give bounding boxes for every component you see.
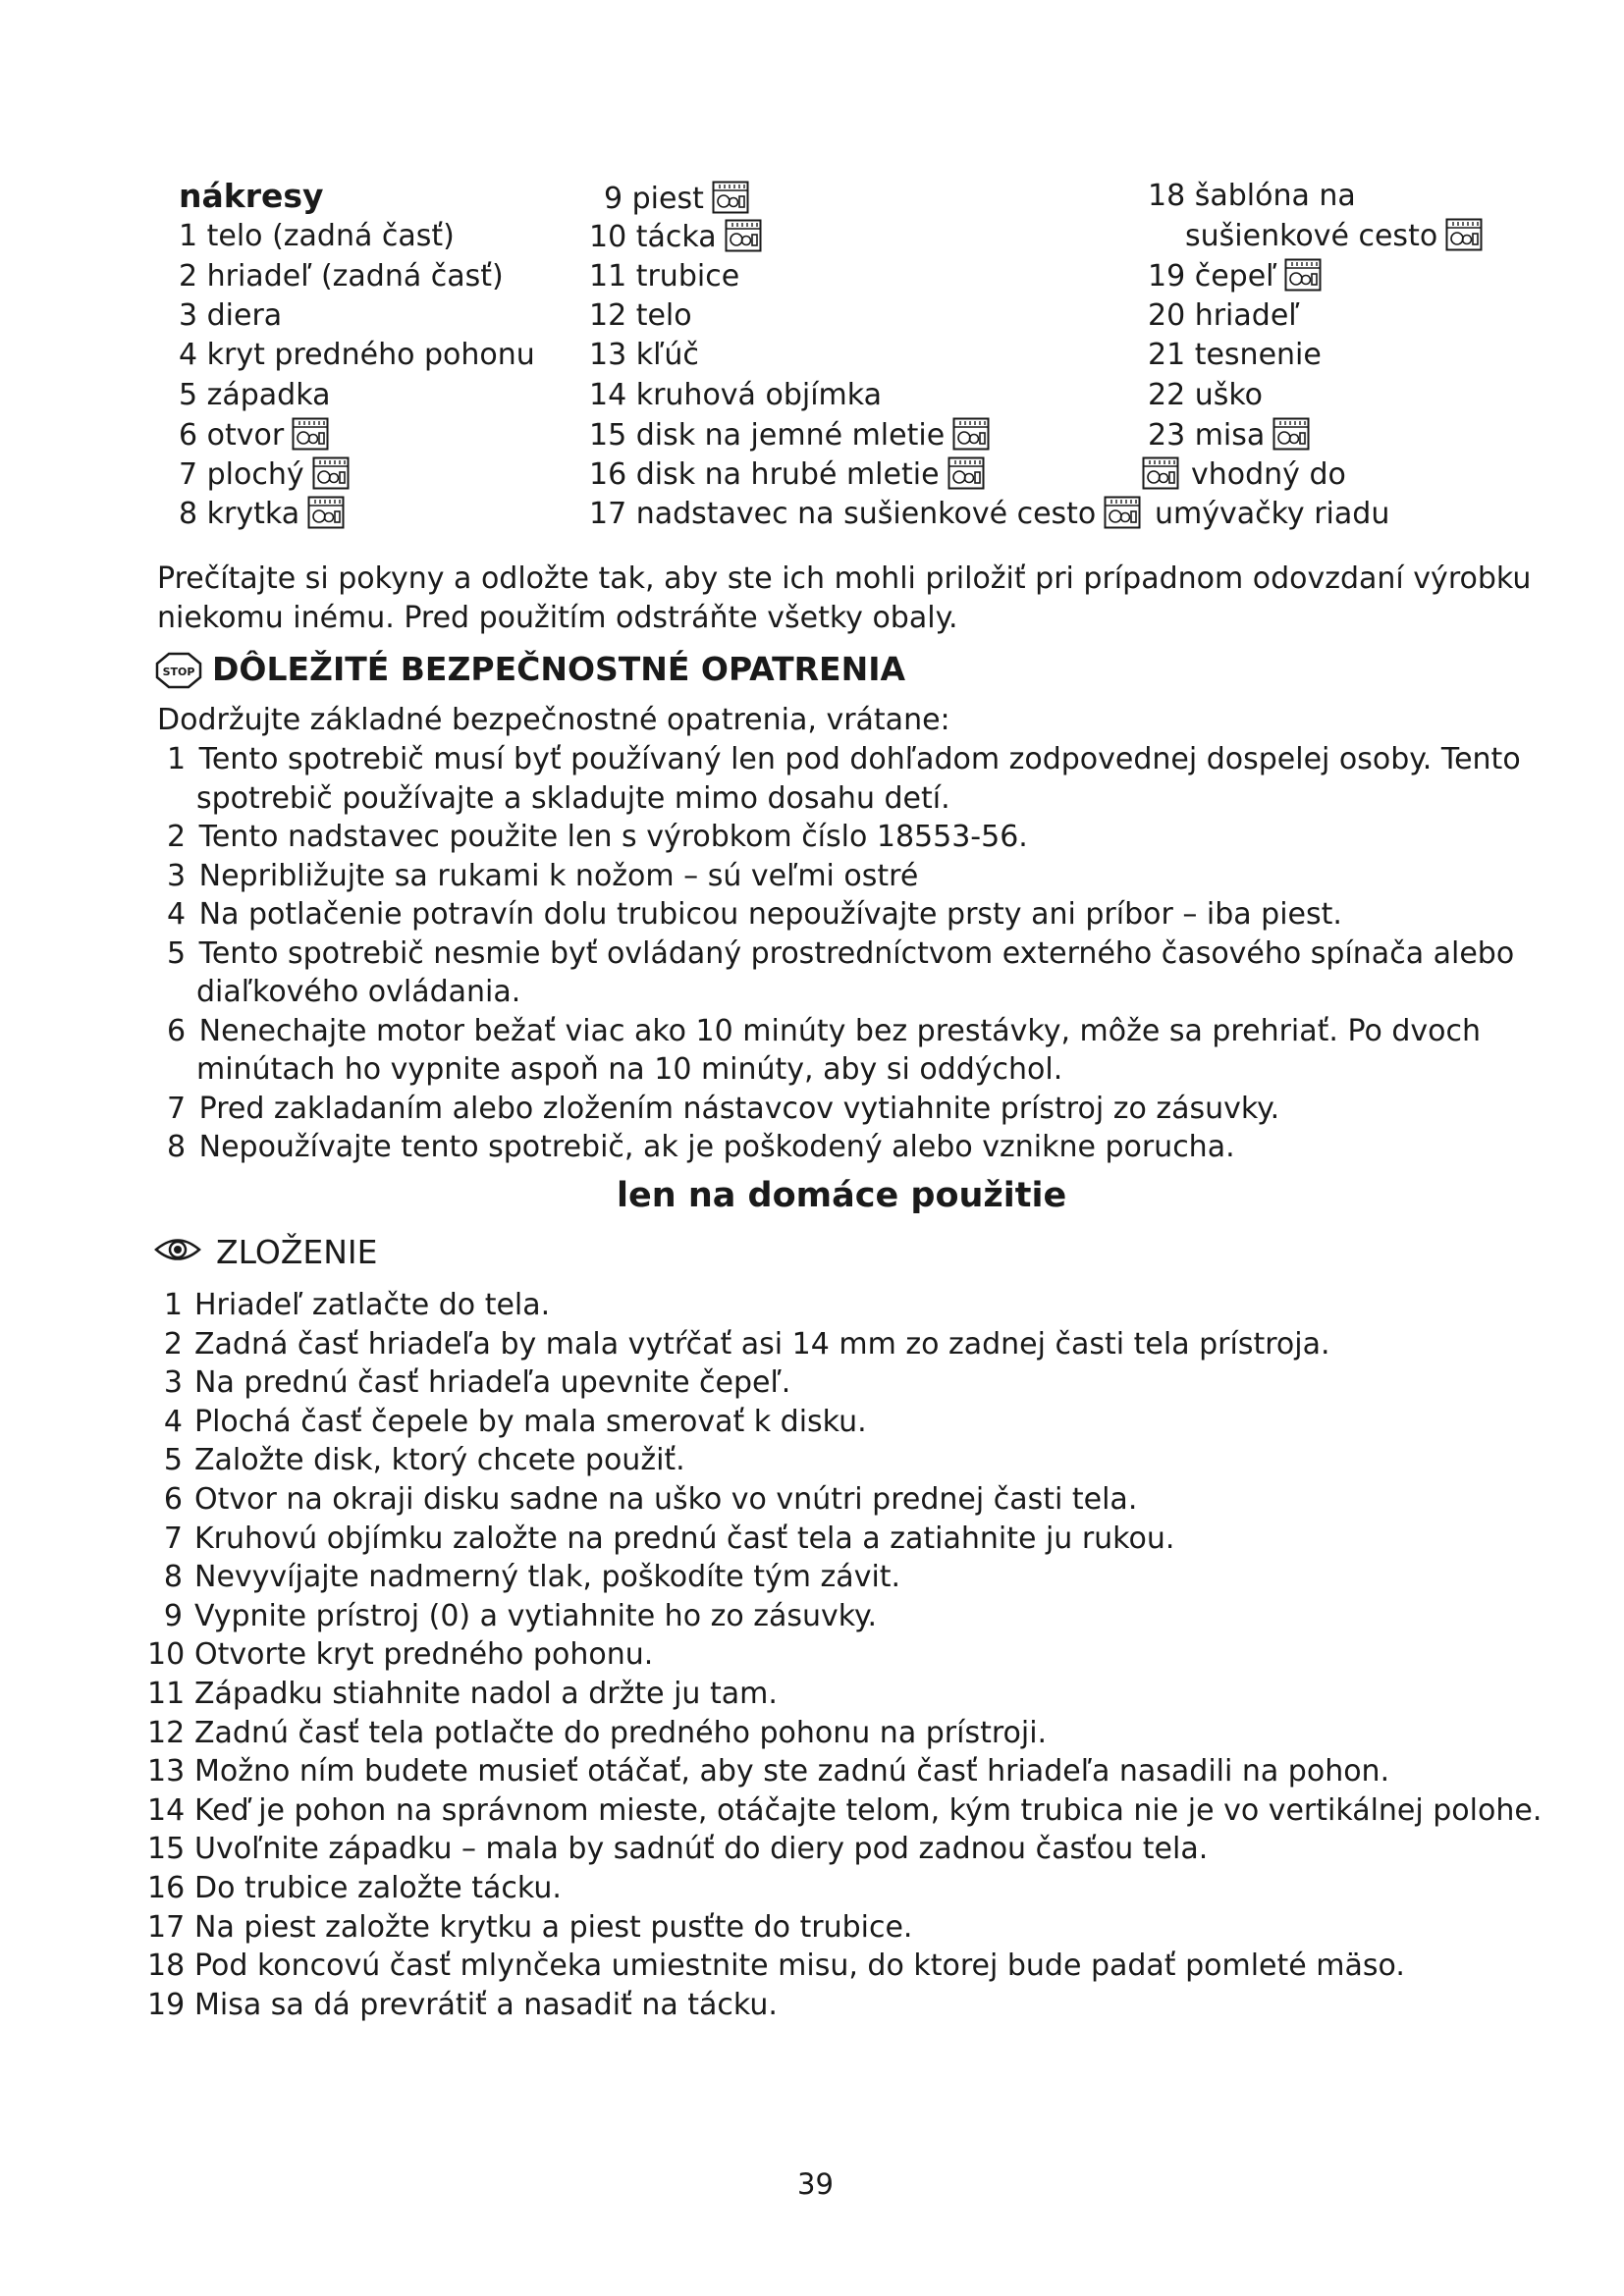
dishwasher-icon bbox=[952, 417, 990, 451]
assembly-item bbox=[147, 1675, 778, 1714]
safety-item-number: 1 bbox=[167, 742, 195, 776]
parts-col2-item-label: 16 disk na hrubé mletie bbox=[589, 457, 940, 492]
parts-col1-item-label: 3 diera bbox=[179, 298, 283, 333]
assembly-item bbox=[147, 1986, 778, 2025]
assembly-item-text: Otvorte kryt predného pohonu. bbox=[194, 1637, 654, 1673]
safety-heading: DÔLEŽITÉ BEZPEČNOSTNÉ OPATRENIA bbox=[212, 650, 906, 688]
safety-item-text: Nenechajte motor bežať viac ako 10 minúty bez prestávky, môže sa prehriať. Po dvoch bbox=[198, 1013, 1482, 1048]
assembly-item-number: 2 bbox=[163, 1326, 183, 1362]
parts-title: nákresy bbox=[179, 177, 324, 215]
dishwasher-icon bbox=[292, 417, 329, 451]
parts-col3-item-label: 20 hriadeľ bbox=[1148, 298, 1300, 333]
assembly-item bbox=[147, 1869, 562, 1908]
safety-item-text: spotrebič používajte a skladujte mimo dosahu detí. bbox=[196, 780, 950, 816]
assembly-item-number: 9 bbox=[163, 1598, 183, 1633]
assembly-item-number: 11 bbox=[147, 1677, 186, 1711]
dishwasher-icon bbox=[1104, 496, 1141, 529]
assembly-item-text: Nevyvíjajte nadmerný tlak, poškodíte tým závit. bbox=[194, 1560, 901, 1595]
parts-col2-item bbox=[589, 376, 882, 415]
safety-item bbox=[167, 857, 918, 896]
assembly-item-number: 6 bbox=[163, 1482, 183, 1517]
safety-item bbox=[167, 934, 1514, 974]
assembly-item bbox=[147, 1635, 653, 1675]
assembly-item-number: 13 bbox=[147, 1754, 186, 1789]
dishwasher-icon bbox=[725, 219, 762, 252]
safety-item-continuation bbox=[196, 1050, 1062, 1090]
parts-col3-item-label: 18 šablóna na bbox=[1148, 179, 1356, 213]
safety-item bbox=[167, 1012, 1481, 1051]
safety-item-number: 5 bbox=[167, 935, 195, 971]
parts-col1-item-label: 4 kryt predného pohonu bbox=[179, 338, 535, 372]
safety-item-text: Nepoužívajte tento spotrebič, ak je poškodený alebo vznikne porucha. bbox=[198, 1130, 1235, 1164]
safety-item-text: Na potlačenie potravín dolu trubicou nepoužívajte prsty ani príbor – iba piest. bbox=[198, 897, 1342, 932]
safety-item-text: Pred zakladaním alebo zložením nástavcov vytiahnite prístroj zo zásuvky. bbox=[198, 1091, 1280, 1126]
assembly-item-number: 15 bbox=[147, 1832, 186, 1867]
assembly-item-number: 19 bbox=[147, 1987, 186, 2022]
safety-item-number: 3 bbox=[167, 858, 195, 893]
parts-col1-item bbox=[179, 495, 345, 534]
safety-lead: Dodržujte základné bezpečnostné opatrenia, vrátane: bbox=[157, 703, 950, 737]
assembly-item-number: 16 bbox=[147, 1871, 186, 1905]
parts-col3-item-label: vhodný do bbox=[1191, 457, 1346, 492]
parts-col2-item-label: 15 disk na jemné mletie bbox=[589, 418, 946, 453]
parts-col3-item-label: umývačky riadu bbox=[1155, 497, 1390, 531]
assembly-item bbox=[147, 1714, 1047, 1753]
assembly-item-text: Plochá časť čepele by mala smerovať k disku. bbox=[194, 1404, 867, 1439]
assembly-item-number: 8 bbox=[163, 1560, 183, 1595]
parts-col2-item-label: 10 tácka bbox=[589, 220, 717, 254]
eye-icon bbox=[153, 1235, 202, 1268]
assembly-item bbox=[147, 1908, 912, 1948]
safety-item-text: minútach ho vypnite aspoň na 10 minúty, aby si oddýchol. bbox=[196, 1052, 1063, 1087]
safety-item-text: diaľkového ovládania. bbox=[196, 975, 521, 1009]
safety-item bbox=[167, 818, 1028, 857]
assembly-item bbox=[147, 1597, 877, 1636]
parts-col3-item-label: sušienkové cesto bbox=[1185, 219, 1438, 253]
parts-col3-item-label: 21 tesnenie bbox=[1148, 338, 1322, 372]
assembly-item-text: Hriadeľ zatlačte do tela. bbox=[194, 1288, 551, 1322]
safety-item-number: 8 bbox=[167, 1130, 195, 1164]
parts-col2-item bbox=[589, 257, 739, 296]
assembly-item-number: 18 bbox=[147, 1949, 186, 1984]
assembly-item-number: 10 bbox=[147, 1637, 186, 1673]
assembly-item bbox=[147, 1480, 1137, 1520]
assembly-item-text: Na prednú časť hriadeľa upevnite čepeľ. bbox=[194, 1365, 791, 1401]
assembly-item bbox=[147, 1325, 1330, 1364]
parts-col3-item bbox=[1148, 336, 1322, 375]
dishwasher-icon bbox=[947, 456, 985, 490]
assembly-item-text: Do trubice založte tácku. bbox=[194, 1871, 562, 1905]
assembly-item-text: Otvor na okraji disku sadne na uško vo vnútri prednej časti tela. bbox=[194, 1482, 1138, 1517]
home-use-note: len na domáce použitie bbox=[617, 1176, 1067, 1215]
safety-item bbox=[167, 1128, 1235, 1167]
parts-col1-item bbox=[179, 455, 350, 495]
stop-icon-label: STOP bbox=[162, 666, 195, 678]
parts-col2-item bbox=[589, 416, 990, 455]
parts-col1-item-label: 7 plochý bbox=[179, 457, 304, 492]
parts-col1-item bbox=[179, 376, 330, 415]
assembly-item bbox=[147, 1558, 900, 1597]
assembly-item-number: 12 bbox=[147, 1715, 186, 1750]
parts-col2-item-label: 13 kľúč bbox=[589, 338, 699, 372]
intro-line-2: niekomu inému. Pred použitím odstráňte všetky obaly. bbox=[157, 601, 958, 635]
assembly-item-text: Keď je pohon na správnom mieste, otáčajte telom, kým trubica nie je vo vertikálnej polohe. bbox=[194, 1792, 1543, 1828]
parts-col2-item bbox=[589, 495, 1141, 534]
assembly-item-text: Uvoľnite západku – mala by sadnúť do diery pod zadnou časťou tela. bbox=[194, 1832, 1209, 1867]
assembly-item bbox=[147, 1520, 1174, 1559]
parts-col1-item bbox=[179, 336, 535, 375]
assembly-item-number: 7 bbox=[163, 1521, 183, 1556]
parts-col2-item-label: 9 piest bbox=[604, 182, 704, 216]
safety-item bbox=[167, 740, 1521, 779]
safety-item-text: Tento spotrebič nesmie byť ovládaný prostredníctvom externého časového spínača alebo bbox=[198, 935, 1515, 971]
dishwasher-icon bbox=[307, 496, 345, 529]
assembly-item-text: Misa sa dá prevrátiť a nasadiť na tácku. bbox=[194, 1987, 778, 2022]
parts-col1-item bbox=[179, 217, 455, 256]
safety-item-continuation bbox=[196, 779, 950, 819]
safety-item-number: 6 bbox=[167, 1013, 195, 1048]
parts-col2-item-label: 12 telo bbox=[589, 298, 692, 333]
assembly-item-number: 14 bbox=[147, 1792, 186, 1828]
dishwasher-icon bbox=[712, 181, 749, 214]
assembly-item bbox=[147, 1441, 685, 1480]
parts-col1-item bbox=[179, 296, 282, 336]
parts-col3-item-label: 22 uško bbox=[1148, 378, 1264, 412]
safety-item-text: Tento spotrebič musí byť používaný len pod dohľadom zodpovednej dospelej osoby. Tento bbox=[198, 742, 1521, 776]
parts-col3-item bbox=[1185, 217, 1483, 256]
parts-col2-item bbox=[589, 336, 699, 375]
parts-col3-item bbox=[1148, 416, 1310, 455]
parts-col2-item-label: 11 trubice bbox=[589, 259, 740, 294]
assembly-item bbox=[147, 1752, 1389, 1791]
assembly-item-number: 4 bbox=[163, 1404, 183, 1439]
parts-col2-item-label: 17 nadstavec na sušienkové cesto bbox=[589, 497, 1097, 531]
parts-col2-item bbox=[589, 296, 692, 336]
assembly-item-text: Založte disk, ktorý chcete použiť. bbox=[194, 1443, 685, 1478]
intro-line-1: Prečítajte si pokyny a odložte tak, aby ste ich mohli priložiť pri prípadnom odovzdaní výrobku bbox=[157, 561, 1532, 596]
safety-item-text: Tento nadstavec použite len s výrobkom číslo 18553-56. bbox=[198, 820, 1028, 854]
parts-col3-item bbox=[1155, 495, 1389, 534]
parts-col1-item-label: 6 otvor bbox=[179, 418, 285, 453]
assembly-item-number: 3 bbox=[163, 1365, 183, 1401]
dishwasher-icon bbox=[1142, 456, 1179, 490]
parts-col1-item bbox=[179, 416, 329, 455]
safety-item-number: 2 bbox=[167, 820, 195, 854]
parts-col1-item-label: 5 západka bbox=[179, 378, 331, 412]
parts-col3-item-label: 23 misa bbox=[1148, 418, 1266, 453]
safety-item-number: 7 bbox=[167, 1091, 195, 1126]
assembly-item-text: Pod koncovú časť mlynčeka umiestnite misu, do ktorej bude padať pomleté mäso. bbox=[194, 1949, 1405, 1984]
parts-col3-item bbox=[1148, 257, 1322, 296]
safety-item bbox=[167, 1090, 1279, 1129]
parts-col1-item-label: 1 telo (zadná časť) bbox=[179, 219, 455, 253]
page-number: 39 bbox=[797, 2167, 834, 2201]
assembly-item-text: Možno ním budete musieť otáčať, aby ste zadnú časť hriadeľa nasadili na pohon. bbox=[194, 1754, 1390, 1789]
parts-col2-item bbox=[589, 455, 985, 495]
assembly-item bbox=[147, 1791, 1542, 1831]
safety-item-continuation bbox=[196, 973, 520, 1012]
parts-col3-item bbox=[1148, 296, 1300, 336]
parts-col1-item bbox=[179, 257, 504, 296]
assembly-item-number: 17 bbox=[147, 1909, 186, 1945]
assembly-item bbox=[147, 1403, 867, 1442]
assembly-item-text: Západku stiahnite nadol a držte ju tam. bbox=[194, 1677, 778, 1711]
assembly-item bbox=[147, 1286, 550, 1325]
parts-col1-item-label: 8 krytka bbox=[179, 497, 300, 531]
safety-item-number: 4 bbox=[167, 897, 195, 932]
parts-col2-item-label: 14 kruhová objímka bbox=[589, 378, 882, 412]
parts-col2-item bbox=[589, 218, 762, 257]
dishwasher-icon bbox=[1445, 218, 1483, 251]
assembly-item bbox=[147, 1363, 790, 1403]
parts-col1-item-label: 2 hriadeľ (zadná časť) bbox=[179, 259, 504, 294]
parts-col3-item bbox=[1148, 177, 1356, 216]
parts-col2-item bbox=[604, 180, 749, 219]
safety-item bbox=[167, 895, 1342, 934]
parts-col3-item-label: 19 čepeľ bbox=[1148, 259, 1277, 294]
assembly-item-number: 1 bbox=[163, 1288, 183, 1322]
assembly-item-text: Na piest založte krytku a piest pusťte do trubice. bbox=[194, 1909, 913, 1945]
assembly-item bbox=[147, 1830, 1208, 1869]
dishwasher-icon bbox=[312, 456, 350, 490]
assembly-heading: ZLOŽENIE bbox=[216, 1233, 378, 1271]
assembly-item-number: 5 bbox=[163, 1443, 183, 1478]
assembly-item bbox=[147, 1947, 1405, 1986]
parts-col3-item bbox=[1148, 376, 1263, 415]
assembly-item-text: Vypnite prístroj (0) a vytiahnite ho zo zásuvky. bbox=[194, 1598, 878, 1633]
dishwasher-icon bbox=[1272, 417, 1310, 451]
stop-icon bbox=[155, 652, 202, 693]
dishwasher-icon bbox=[1284, 258, 1322, 292]
assembly-item-text: Zadnú časť tela potlačte do predného pohonu na prístroji. bbox=[194, 1715, 1048, 1750]
parts-col3-item bbox=[1142, 455, 1346, 495]
safety-item-text: Nepribližujte sa rukami k nožom – sú veľmi ostré bbox=[198, 858, 919, 893]
assembly-item-text: Zadná časť hriadeľa by mala vytŕčať asi 14 mm zo zadnej časti tela prístroja. bbox=[194, 1326, 1330, 1362]
assembly-item-text: Kruhovú objímku založte na prednú časť tela a zatiahnite ju rukou. bbox=[194, 1521, 1175, 1556]
